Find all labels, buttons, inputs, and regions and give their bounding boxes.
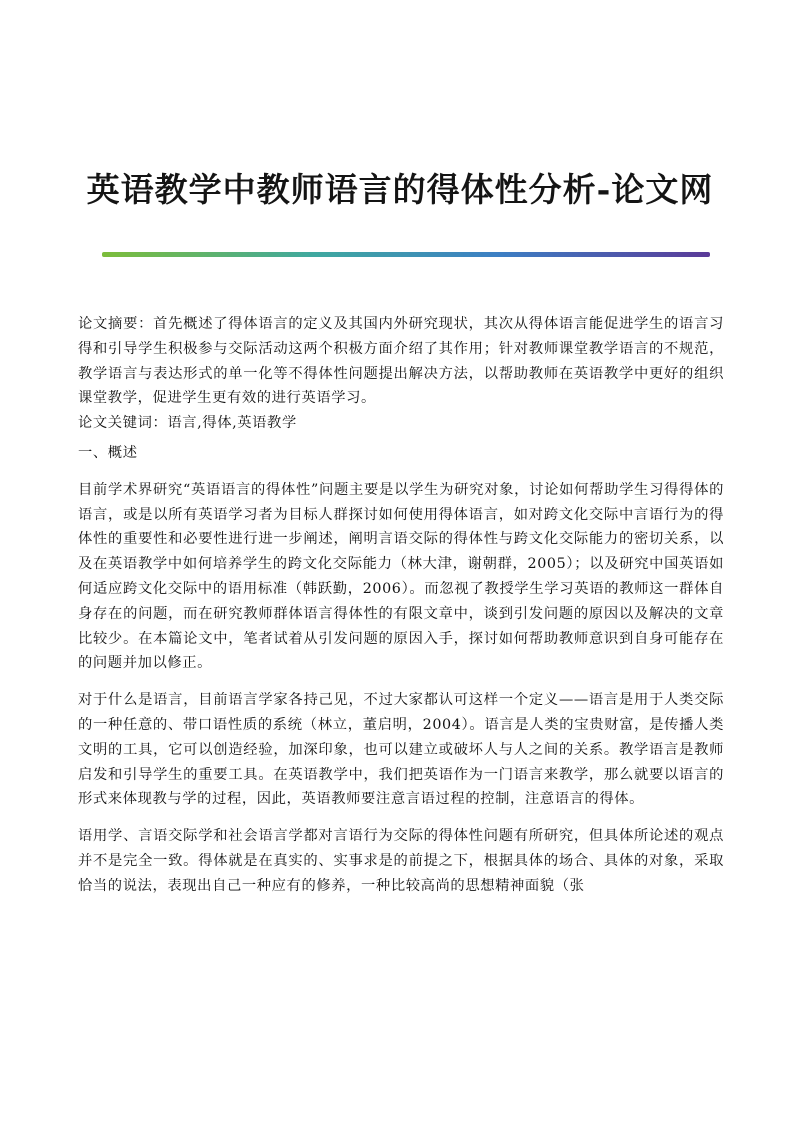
body-paragraph: 对于什么是语言，目前语言学家各持己见，不过大家都认可这样一个定义——语言是用于人类交际的一种任意的、带口语性质的系统（林立，董启明，2004）。语言是人类的宝贵财富，是传播人类文明的工具，它可以创造经验，加深印象，也可以建立或破坏人与人之间的关系。教学语言是教师启发和引导学生的重要工具。在英语教学中，我们把英语作为一门语言来教学，那么就要以语言的形式来体现教与学的过程，因此，英语教师要注意言语过程的控制，注意语言的得体。 bbox=[78, 692, 724, 808]
page-title: 英语教学中教师语言的得体性分析-论文网 bbox=[86, 170, 714, 209]
body-paragraph: 语用学、言语交际学和社会语言学都对言语行为交际的得体性问题有所研究，但具体所论述的观点并不是完全一致。得体就是在真实的、实事求是的前提之下，根据具体的场合、具体的对象，采取恰当的说法，表现出自己一种应有的修养，一种比较高尚的思想精神面貌（张 bbox=[78, 828, 724, 894]
article-body bbox=[78, 312, 724, 899]
body-paragraph: 目前学术界研究“英语语言的得体性”问题主要是以学生为研究对象，讨论如何帮助学生习得得体的语言，或是以所有英语学习者为目标人群探讨如何使用得体语言，如对跨文化交际中言语行为的得体性的重要性和必要性进行进一步阐述，阐明言语交际的得体性与跨文化交际能力的密切关系，以及在英语教学中如何培养学生的跨文化交际能力（林大津，谢朝群，2005）；以及研究中国英语如何适应跨文化交际中的语用标准（韩跃勤，2006）。而忽视了教授学生学习英语的教师这一群体自身存在的问题，而在研究教师群体语言得体性的有限文章中，谈到引发问题的原因以及解决的文章比较少。在本篇论文中，笔者试着从引发问题的原因入手，探讨如何帮助教师意识到自身可能存在的问题并加以修正。 bbox=[78, 481, 724, 672]
section-heading: 一、概述 bbox=[78, 444, 138, 461]
keywords-line: 论文关键词：语言,得体,英语教学 bbox=[78, 415, 297, 432]
abstract-paragraph: 论文摘要：首先概述了得体语言的定义及其国内外研究现状，其次从得体语言能促进学生的语言习得和引导学生积极参与交际活动这两个积极方面介绍了其作用；针对教师课堂教学语言的不规范，教学语言与表达形式的单一化等不得体性问题提出解决方法，以帮助教师在英语教学中更好的组织课堂教学，促进学生更有效的进行英语学习。 bbox=[78, 316, 724, 407]
title-divider bbox=[102, 252, 710, 257]
